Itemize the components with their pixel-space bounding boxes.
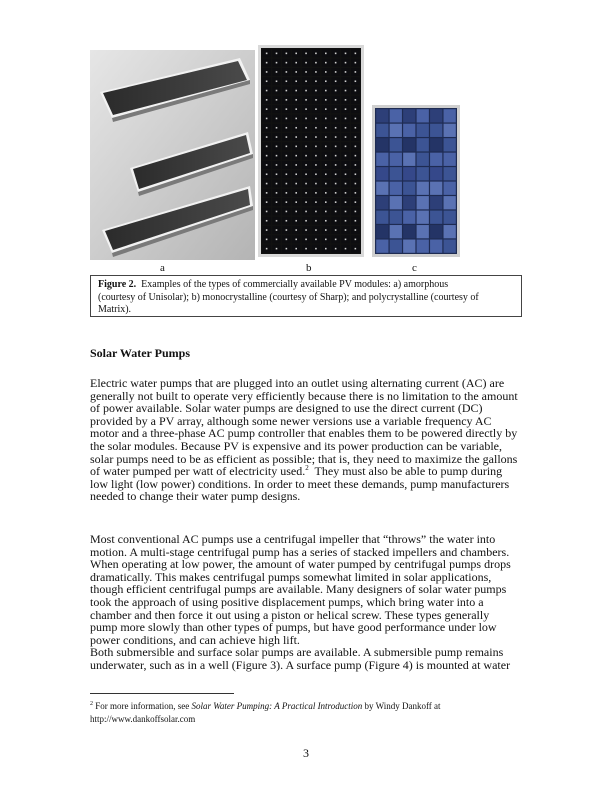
paragraph-1 xyxy=(90,377,530,503)
paragraph-line: motion. A multi-stage centrifugal pump has a series of stacked impellers and chambers. xyxy=(90,544,510,559)
paragraph-line: low light (low power) conditions. In order to meet these demands, pump manufacturers xyxy=(90,476,510,491)
paragraph-line: of power available. Solar water pumps are designed to use the direct current (DC) xyxy=(90,401,483,416)
paragraph-2 xyxy=(90,533,530,672)
figure-2a-amorphous-modules-image xyxy=(90,50,255,260)
figure-label-b: b xyxy=(306,262,312,274)
paragraph-line: took the approach of using positive displacement pumps, which bring water into a xyxy=(90,594,484,609)
paragraph-line xyxy=(90,465,530,478)
section-heading: Solar Water Pumps xyxy=(90,346,191,360)
footnote-reference: 2 xyxy=(305,464,309,473)
paragraph-line: solar pumps need to be as efficient as possible; that is, they need to maximize the gallons xyxy=(90,451,518,466)
paragraph-line: generally not built to operate very efficiently because there is no limitation to the amount xyxy=(90,388,518,403)
footnote-line xyxy=(90,700,441,713)
paragraph-line: chamber and then force it out using a piston or helical screw. These types generally xyxy=(90,607,490,622)
footnote-url: http://www.dankoffsolar.com xyxy=(90,713,196,724)
figure-caption-line: (courtesy of Unisolar); b) monocrystalline (courtesy of Sharp); and polycrystalline (courtesy of xyxy=(98,291,479,303)
figure-label-a: a xyxy=(160,262,165,274)
paragraph-line: Both submersible and surface solar pumps are available. A submersible pump remains xyxy=(90,645,504,660)
figure-caption-line: Examples of the types of commercially available PV modules: a) amorphous xyxy=(141,279,449,290)
footnote-divider xyxy=(90,693,234,694)
paragraph-line: needed to change their water pump designs. xyxy=(90,489,301,504)
paragraph-line: Most conventional AC pumps use a centrifugal impeller that “throws” the water into xyxy=(90,532,496,546)
paragraph-line: motor and a three-phase AC pump controller that enables them to be powered directly by xyxy=(90,426,518,441)
paragraph-text: of water pumped per watt of electricity used. xyxy=(90,464,306,479)
paragraph-text: They must also be able to pump during xyxy=(308,464,503,479)
figure-2c-polycrystalline-module-image xyxy=(372,105,460,257)
footnote-cited-title: Solar Water Pumping: A Practical Introduction xyxy=(191,701,363,711)
paragraph-line: pump more slowly than other types of pumps, but have good performance under low xyxy=(90,620,497,635)
figure-caption xyxy=(90,275,522,317)
footnote-text: by Windy Dankoff at xyxy=(362,701,441,711)
paragraph-line: Electric water pumps that are plugged into an outlet using alternating current (AC) are xyxy=(90,376,505,390)
page-number: 3 xyxy=(303,746,309,760)
figure-label-c: c xyxy=(412,262,417,274)
footnote-number: 2 xyxy=(90,701,93,707)
paragraph-line: the solar modules. Because PV is expensive and its power production can be variable, xyxy=(90,438,503,453)
figure-caption-prefix: Figure 2. xyxy=(98,279,137,290)
paragraph-line: provided by a PV array, although some newer versions use a variable frequency AC xyxy=(90,413,492,428)
paragraph-line: though efficient centrifugal pumps are available. Many designers of solar water pumps xyxy=(90,582,507,597)
paragraph-line: power conditions, and can achieve high lift. xyxy=(90,632,300,647)
paragraph-line: underwater, such as in a well (Figure 3). A surface pump (Figure 4) is mounted at water xyxy=(90,657,511,672)
footnote xyxy=(90,700,441,725)
paragraph-line: When operating at low power, the amount of water pumped by centrifugal pumps drops xyxy=(90,557,511,572)
footnote-text: For more information, see xyxy=(93,701,192,711)
paragraph-line: dramatically. This makes centrifugal pumps somewhat limited in solar applications, xyxy=(90,569,492,584)
figure-2b-monocrystalline-module-image xyxy=(258,45,364,257)
figure-caption-line: Matrix). xyxy=(98,304,132,316)
